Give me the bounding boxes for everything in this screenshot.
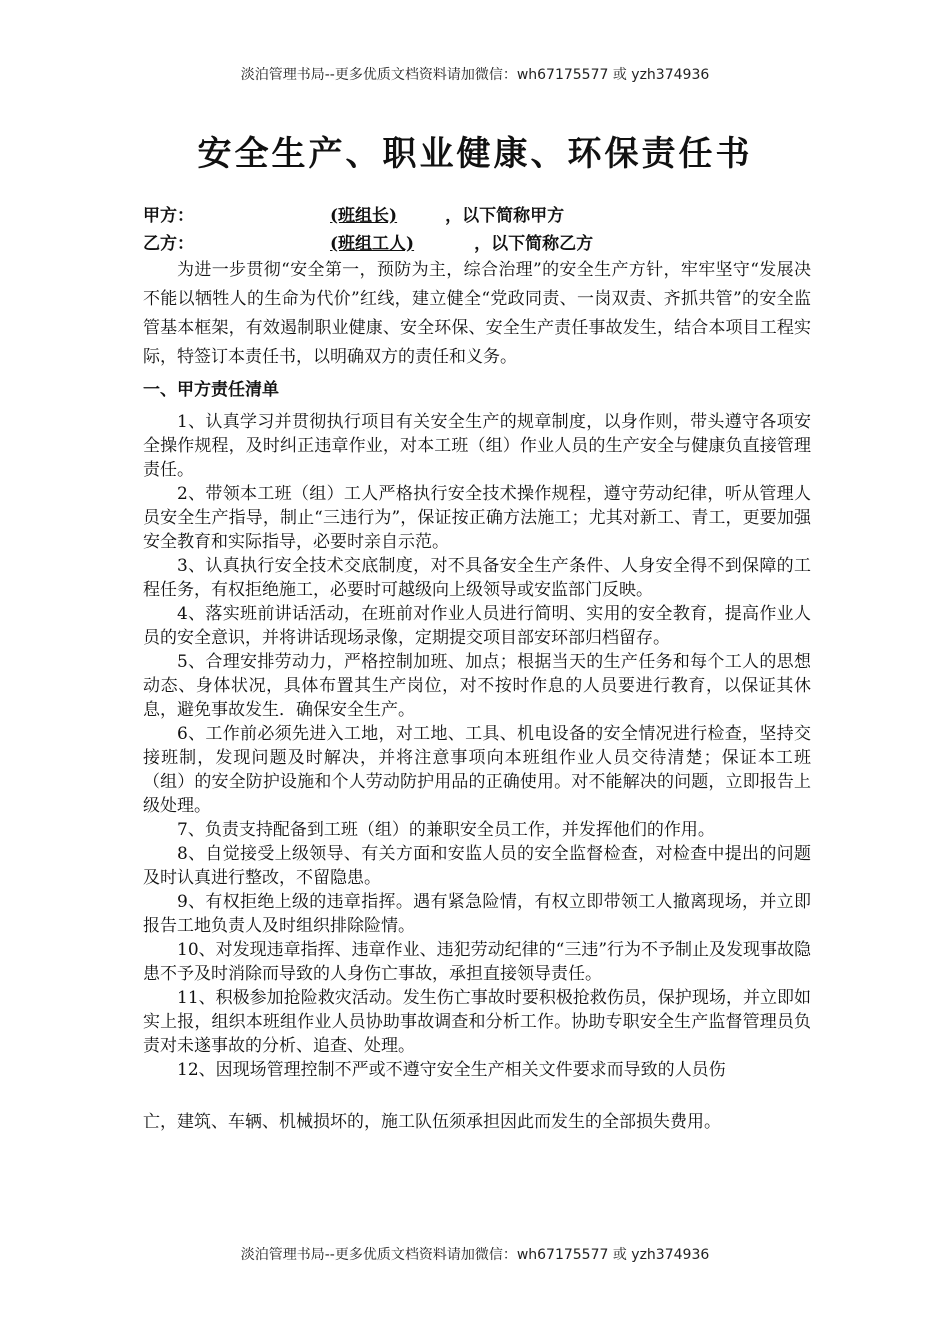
party-b-blank — [194, 229, 474, 254]
page-header: 淡泊管理书局--更多优质文档资料请加微信：wh67175577 或 yzh374936 — [240, 67, 710, 83]
page-footer: 淡泊管理书局--更多优质文档资料请加微信：wh67175577 或 yzh374936 — [240, 1247, 710, 1263]
list-item-12-continued: 亡，建筑、车辆、机械损坏的，施工队伍须承担因此而发生的全部损失费用。 — [143, 1112, 721, 1132]
list-item-3: 3、认真执行安全技术交底制度，对不具备安全生产条件、人身安全得不到保障的工程任务，有权拒绝施工，必要时可越级向上级领导或安监部门反映。 — [143, 556, 811, 600]
document-title: 安全生产、职业健康、环保责任书 — [197, 134, 753, 174]
list-item-1: 1、认真学习并贯彻执行项目有关安全生产的规章制度，以身作则，带头遵守各项安全操作规程，及时纠正违章作业，对本工班（组）作业人员的生产安全与健康负直接管理责任。 — [143, 412, 811, 480]
document-body — [143, 256, 811, 1134]
section-heading-1: 一、甲方责任清单 — [143, 380, 279, 400]
list-item-2: 2、带领本工班（组）工人严格执行安全技术操作规程，遵守劳动纪律，听从管理人员安全生产指导，制止“三违行为”，保证按正确方法施工；尤其对新工、青工，更要加强安全教育和实际指导，必要时亲自示范。 — [143, 484, 811, 552]
party-a-role: (班组长) — [330, 206, 398, 226]
party-b-label: 乙方： — [143, 234, 194, 254]
party-a-suffix: ，以下简称甲方 — [445, 206, 565, 226]
list-item-10: 10、对发现违章指挥、违章作业、违犯劳动纪律的“三违”行为不予制止及发现事故隐患不予及时消除而导致的人身伤亡事故，承担直接领导责任。 — [143, 940, 812, 984]
party-b-role: (班组工人) — [330, 234, 415, 254]
party-b-line — [143, 229, 593, 254]
list-item-8: 8、自觉接受上级领导、有关方面和安监人员的安全监督检查，对检查中提出的问题及时认真进行整改，不留隐患。 — [143, 844, 811, 888]
list-item-6: 6、工作前必须先进入工地，对工地、工具、机电设备的安全情况进行检查，坚持交接班制，发现问题及时解决，并将注意事项向本班组作业人员交待清楚；保证本工班（组）的安全防护设施和个人劳动防护用品的正确使用。对不能解决的问题，立即报告上级处理。 — [143, 724, 811, 816]
list-item-4: 4、落实班前讲话活动，在班前对作业人员进行简明、实用的安全教育，提高作业人员的安全意识，并将讲话现场录像，定期提交项目部安环部归档留存。 — [143, 604, 811, 648]
list-item-5: 5、合理安排劳动力，严格控制加班、加点；根据当天的生产任务和每个工人的思想动态、身体状况，具体布置其生产岗位，对不按时作息的人员要进行教育，以保证其休息，避免事故发生．确保安全生产。 — [143, 652, 811, 720]
party-a-line — [143, 201, 564, 226]
party-a-label: 甲方： — [143, 206, 194, 226]
list-item-9: 9、有权拒绝上级的违章指挥。遇有紧急险情，有权立即带领工人撤离现场，并立即报告工地负责人及时组织排除险情。 — [143, 892, 811, 936]
party-b-suffix: ，以下简称乙方 — [474, 234, 594, 254]
list-item-12: 12、因现场管理控制不严或不遵守安全生产相关文件要求而导致的人员伤 — [177, 1060, 726, 1080]
list-item-11: 11、积极参加抢险救灾活动。发生伤亡事故时要积极抢救伤员，保护现场，并立即如实上报，组织本班组作业人员协助事故调查和分析工作。协助专职安全生产监督管理员负责对未遂事故的分析、追查、处理。 — [143, 988, 811, 1056]
party-a-blank — [194, 201, 445, 226]
intro-paragraph: 为进一步贯彻“安全第一，预防为主，综合治理”的安全生产方针，牢牢坚守“发展决不能以牺牲人的生命为代价”红线，建立健全“党政同责、一岗双责、齐抓共管”的安全监管基本框架，有效遏制职业健康、安全环保、安全生产责任事故发生，结合本项目工程实际，特签订本责任书，以明确双方的责任和义务。 — [143, 260, 811, 367]
list-item-7: 7、负责支持配备到工班（组）的兼职安全员工作，并发挥他们的作用。 — [177, 820, 715, 840]
